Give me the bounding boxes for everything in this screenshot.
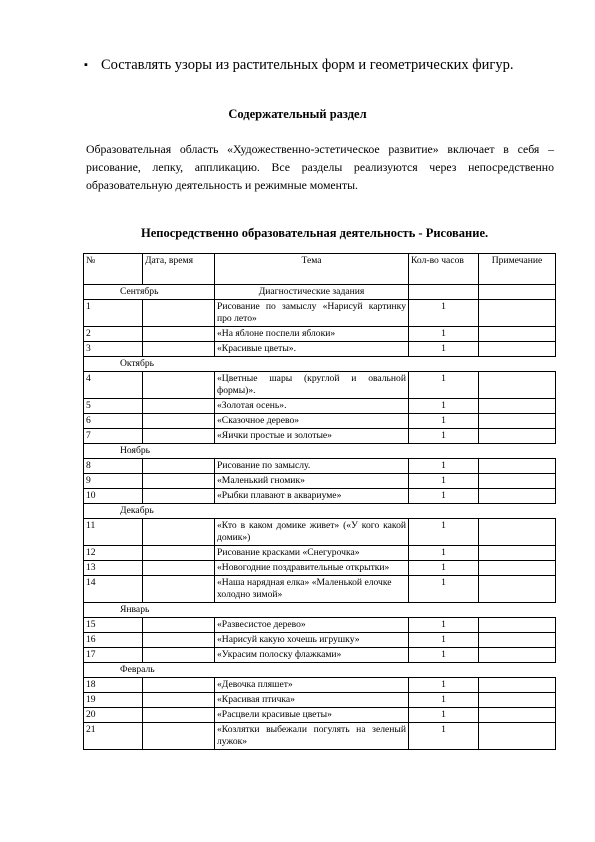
row-topic: Рисование по замыслу «Нарисуй картинку про лето» bbox=[215, 300, 409, 327]
row-topic: «Развесистое дерево» bbox=[215, 618, 409, 633]
row-topic: «Кто в каком домике живет» («У кого какой домик») bbox=[215, 519, 409, 546]
header-date: Дата, время bbox=[143, 254, 215, 285]
row-topic: «Цветные шары (круглой и овальной формы)». bbox=[215, 372, 409, 399]
row-num: 21 bbox=[84, 723, 143, 750]
month-label: Ноябрь bbox=[84, 444, 556, 459]
row-topic: «Рыбки плавают в аквариуме» bbox=[215, 489, 409, 504]
row-num: 1 bbox=[84, 300, 143, 327]
row-topic: «Красивые цветы». bbox=[215, 342, 409, 357]
table-row bbox=[84, 678, 556, 693]
table-row bbox=[84, 648, 556, 663]
row-hours: 1 bbox=[409, 708, 479, 723]
row-hours: 1 bbox=[409, 414, 479, 429]
row-hours: 1 bbox=[409, 546, 479, 561]
row-num: 14 bbox=[84, 576, 143, 603]
row-topic: Рисование красками «Снегурочка» bbox=[215, 546, 409, 561]
month-label: Декабрь bbox=[84, 504, 556, 519]
header-num: № bbox=[84, 254, 143, 285]
table-row bbox=[84, 459, 556, 474]
month-row bbox=[84, 603, 556, 618]
table-row bbox=[84, 372, 556, 399]
row-topic: «Яички простые и золотые» bbox=[215, 429, 409, 444]
row-topic: «Нарисуй какую хочешь игрушку» bbox=[215, 633, 409, 648]
row-num: 2 bbox=[84, 327, 143, 342]
row-topic: «Маленький гномик» bbox=[215, 474, 409, 489]
row-hours: 1 bbox=[409, 342, 479, 357]
month-label: Сентябрь bbox=[84, 285, 215, 300]
row-num: 16 bbox=[84, 633, 143, 648]
row-num: 6 bbox=[84, 414, 143, 429]
row-hours: 1 bbox=[409, 561, 479, 576]
table-row bbox=[84, 561, 556, 576]
table-row bbox=[84, 429, 556, 444]
row-num: 7 bbox=[84, 429, 143, 444]
intro-paragraph: Образовательная область «Художественно-эстетическое развитие» включает в себя – рисование, лепку, аппликацию. Все разделы реализуются через непосредственно образовательную деятельность и режимные моменты. bbox=[86, 142, 554, 192]
table-row bbox=[84, 474, 556, 489]
row-num: 12 bbox=[84, 546, 143, 561]
month-row bbox=[84, 357, 556, 372]
row-hours: 1 bbox=[409, 399, 479, 414]
row-topic: «Новогодние поздравительные открытки» bbox=[215, 561, 409, 576]
table-row bbox=[84, 576, 556, 603]
table-row bbox=[84, 618, 556, 633]
row-topic: «На яблоне поспели яблоки» bbox=[215, 327, 409, 342]
row-num: 13 bbox=[84, 561, 143, 576]
row-topic: «Расцвели красивые цветы» bbox=[215, 708, 409, 723]
bullet-item bbox=[84, 55, 531, 76]
table-title: Непосредственно образовательная деятельность - Рисование. bbox=[141, 226, 489, 240]
header-topic: Тема bbox=[215, 254, 409, 285]
table-row bbox=[84, 546, 556, 561]
row-hours: 1 bbox=[409, 300, 479, 327]
row-topic: «Сказочное дерево» bbox=[215, 414, 409, 429]
row-hours: 1 bbox=[409, 327, 479, 342]
section-title: Содержательный раздел bbox=[228, 107, 367, 121]
month-row bbox=[84, 444, 556, 459]
row-num: 11 bbox=[84, 519, 143, 546]
row-hours: 1 bbox=[409, 474, 479, 489]
bullet-text: Составлять узоры из растительных форм и геометрических фигур. bbox=[101, 57, 514, 73]
month-label: Январь bbox=[84, 603, 556, 618]
table-header-row bbox=[84, 254, 556, 285]
row-num: 10 bbox=[84, 489, 143, 504]
row-hours: 1 bbox=[409, 693, 479, 708]
row-hours: 1 bbox=[409, 633, 479, 648]
month-label: Октябрь bbox=[84, 357, 556, 372]
row-topic: «Девочка пляшет» bbox=[215, 678, 409, 693]
row-hours: 1 bbox=[409, 489, 479, 504]
row-hours: 1 bbox=[409, 678, 479, 693]
row-topic: «Красивая птичка» bbox=[215, 693, 409, 708]
header-hours: Кол-во часов bbox=[409, 254, 479, 285]
row-topic: Рисование по замыслу. bbox=[215, 459, 409, 474]
table-row bbox=[84, 519, 556, 546]
schedule-table bbox=[83, 253, 556, 750]
row-num: 15 bbox=[84, 618, 143, 633]
row-num: 19 bbox=[84, 693, 143, 708]
row-num: 18 bbox=[84, 678, 143, 693]
row-num: 4 bbox=[84, 372, 143, 399]
month-row bbox=[84, 504, 556, 519]
row-hours: 1 bbox=[409, 648, 479, 663]
row-hours: 1 bbox=[409, 459, 479, 474]
table-row bbox=[84, 708, 556, 723]
row-topic: «Украсим полоску флажками» bbox=[215, 648, 409, 663]
table-row bbox=[84, 693, 556, 708]
row-topic: «Козлятки выбежали погулять на зеленый лужок» bbox=[215, 723, 409, 750]
table-row bbox=[84, 342, 556, 357]
row-hours: 1 bbox=[409, 519, 479, 546]
row-num: 3 bbox=[84, 342, 143, 357]
row-topic: «Наша нарядная елка» «Маленькой елочке холодно зимой» bbox=[215, 576, 409, 603]
row-hours: 1 bbox=[409, 429, 479, 444]
row-hours: 1 bbox=[409, 372, 479, 399]
row-num: 9 bbox=[84, 474, 143, 489]
month-row bbox=[84, 285, 556, 300]
month-row bbox=[84, 663, 556, 678]
table-row bbox=[84, 723, 556, 750]
row-topic: «Золотая осень». bbox=[215, 399, 409, 414]
row-num: 17 bbox=[84, 648, 143, 663]
table-row bbox=[84, 300, 556, 327]
diagnostic-label: Диагностические задания bbox=[215, 285, 409, 300]
table-row bbox=[84, 327, 556, 342]
row-hours: 1 bbox=[409, 618, 479, 633]
row-num: 8 bbox=[84, 459, 143, 474]
row-hours: 1 bbox=[409, 723, 479, 750]
table-row bbox=[84, 489, 556, 504]
table-row bbox=[84, 633, 556, 648]
table-row bbox=[84, 399, 556, 414]
table-row bbox=[84, 414, 556, 429]
row-num: 20 bbox=[84, 708, 143, 723]
month-label: Февраль bbox=[84, 663, 556, 678]
header-note: Примечание bbox=[479, 254, 556, 285]
row-num: 5 bbox=[84, 399, 143, 414]
row-hours: 1 bbox=[409, 576, 479, 603]
bullet-icon: ▪ bbox=[84, 59, 88, 71]
